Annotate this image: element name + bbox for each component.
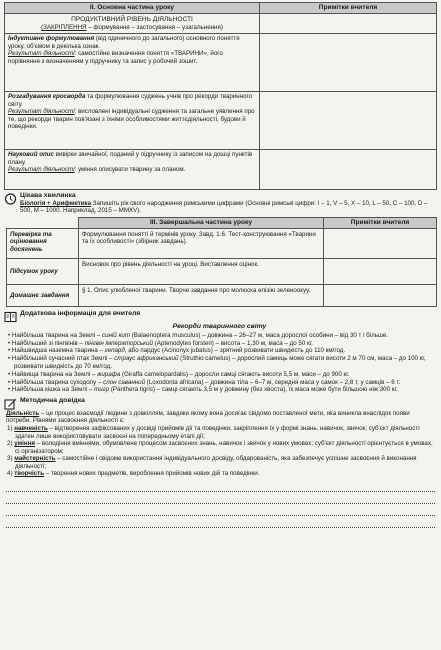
row3-text: вивірки звичайної, поданий у підручнику із записом на дошці пунктів плану. (8, 151, 253, 166)
extra-info-section (4, 310, 435, 323)
row2-head: Розгадування кросворда (8, 93, 86, 101)
clock-icon (4, 193, 17, 205)
records-subtitle: Рекорди тваринного світу (172, 323, 267, 331)
row1-text: (від одиничного до загального) основного поняття уроку, об'ємом в декілька ознак. (8, 35, 240, 50)
blank-header (7, 218, 79, 229)
method-term: Діяльність (6, 409, 40, 417)
final-part-table (6, 217, 437, 307)
final-row-1-label: Перевірка та оцінювання досягнень (7, 229, 79, 259)
final-row-3-text: § 1. Опис улюбленої тварини. Творче завдання про молюска елізію зеленоокуу. (79, 285, 324, 307)
notes-cell (324, 229, 437, 259)
method-section (4, 397, 435, 410)
final-row-1-text: Формулювання понятті й термінів уроку. Завд. 1.6. Тест-конструювання «Тварини та їх особливості» (збірник завдань). (79, 229, 324, 259)
note-line[interactable] (6, 504, 435, 516)
row2-result: : висловлені індивідуальні судження та загальне уявлення про те, що рекорди тварин пов'язані з їхніми особливостями життєдіяльності, будови й поведінки. (8, 108, 255, 131)
row3-result: : уміння описувати тварину за планом. (74, 166, 186, 174)
method-body (4, 410, 435, 478)
final-row-2-text: Висновок про рівень діяльності на уроці. Виставлення оцінок. (79, 259, 324, 285)
main-row-3 (5, 149, 260, 189)
level-subtitle-rest: – формування – застосування – узагальнення) (86, 24, 223, 32)
list-item: • Найбільший сучасний птах Землі – страус африканський (Struthio camelus) – дорослий самець може сягати висоти 2 м 70 см, маса – до 100 кг, розвивати швидкість до 70 км/год. (6, 355, 435, 370)
notes-cell (260, 149, 437, 189)
list-item: • Найбільша кішка на Землі – тигр (Panthera tigris) – самці сягають 3,5 м у довжину (без хвоста), їх маса може бути більшою ніж 300 кг. (6, 386, 435, 394)
final-row-2-label: Підсумок уроку (7, 259, 79, 285)
row3-head: Науковий опис (8, 151, 54, 159)
note-line[interactable] (6, 492, 435, 504)
final-notes-header: Примітки вчителя (324, 218, 437, 229)
list-item: 3) майстерність – самостійне і свідоме використання індивідуального досвіду, обдарованість, яка забезпечує успішне засвоєння й виконання діяльності; (7, 455, 417, 470)
list-item: • Найбільша тварина суходолу – слон саванний (Loxodonta africana) – довжина тіла – 6–7 м, середня маса у самок – 2,8 т, у самців – 6 т. (6, 379, 435, 387)
final-part-header: ІІІ. Завершальна частина уроку (79, 218, 324, 229)
list-item: • Найшвидша наземна тварина – гепард, або пардус (Acinonyx jubatus) – зрятний розвивати швидкість до 110 км/год. (6, 347, 435, 355)
row1-head: Індуктивне формулювання (8, 35, 95, 43)
notes-cell (260, 14, 437, 34)
note-line[interactable] (6, 480, 435, 492)
row3-result-label: Результат діяльності (8, 166, 75, 174)
notes-cell (324, 285, 437, 307)
list-item: • Найбільша тварина на Землі – синій кит (Balaenoptera musculus) – довжина – 26–27 м, маса дорослої особини – від 30 т і більше. (6, 332, 435, 340)
level-title: ПРОДУКТИВНИЙ РІВЕНЬ ДІЯЛЬНОСТІ (71, 16, 193, 24)
main-row-1 (5, 33, 260, 91)
notes-cell (260, 91, 437, 149)
list-item: 1) навченість – відтворення зафіксованих у досвіді прийомів дії та поведінки, закріплення їх у формі знань, навичок, звичок; суб'єкт діяльності здатен лише використовувати засвоєні на попередньому етапі дії; (7, 425, 420, 440)
main-part-header: ІІ. Основна частина уроку (5, 3, 260, 14)
notes-lines (4, 480, 435, 528)
interesting-minute-section (4, 192, 435, 215)
info-book-icon (4, 311, 17, 323)
interesting-minute-link[interactable]: Біологія + Арифметика (20, 199, 92, 207)
list-item: 4) творчість – творення нових предметів, вироблення прийомів нових дій та поведінки. (7, 470, 260, 478)
productive-level-cell (5, 14, 260, 34)
teacher-notes-header: Примітки вчителя (260, 3, 437, 14)
level-subtitle-underlined: (ЗАКРІПЛЕННЯ (41, 24, 87, 32)
method-intro: – це процес взаємодії людини з довкіллям, завдяки якому вона досягає свідомо поставленої мети, яка виникла внаслідок появи потреби. Рівнями засвоєння діяльності є: (6, 409, 410, 425)
list-item: 2) уміння – володіння вміннями, обумовлене процесом засвоєних знань, навичок і звичок у нових умовах; суб'єкт діяльності орієнтується в умовах, сі організатором; (7, 440, 433, 455)
final-row-3-label: Домашнє завдання (7, 285, 79, 307)
main-row-2 (5, 91, 260, 149)
list-item: • Найбільший зі пінгвінів – пінгвін імператорський (Aptenodytes forsteri) – висота – 1,30 м, маса – до 50 кг. (6, 340, 435, 348)
facts-list (4, 332, 435, 394)
row1-result: : самостійне визначення поняття «ТВАРИНИ», його порівняння з визначенням у підручнику та запис у робочий зошит. (8, 50, 223, 65)
note-line[interactable] (6, 516, 435, 528)
row2-text: та формулювання суджень учнів про рекорди тваринного світу. (8, 93, 253, 108)
method-list (6, 425, 435, 478)
extra-info-title: Додаткова інформація для вчителя (20, 310, 141, 318)
method-title: Методична довідка (20, 396, 85, 404)
list-item: • Найвища тварина на Землі – жирафа (Giraffa camelopardalis) – доросли самці сягають висоти 5,5 м, маси – до 900 кг. (6, 371, 435, 379)
row2-result-label: Результат діяльності (8, 108, 75, 116)
interesting-minute-title: Цікава хвилинка (20, 191, 76, 199)
pencil-book-icon (4, 398, 17, 410)
notes-cell (260, 33, 437, 91)
interesting-minute-text: Запишіть рік свого народження римськими цифрами (Основні римські цифри: I – 1, V – 5, X – 10, L – 50, C – 100, D – 500, M – 1000. Наприклад, 2015 – MMXV). (20, 199, 428, 215)
notes-cell (324, 259, 437, 285)
row1-result-label: Результат діяльності (8, 50, 75, 58)
main-part-table (4, 2, 437, 190)
